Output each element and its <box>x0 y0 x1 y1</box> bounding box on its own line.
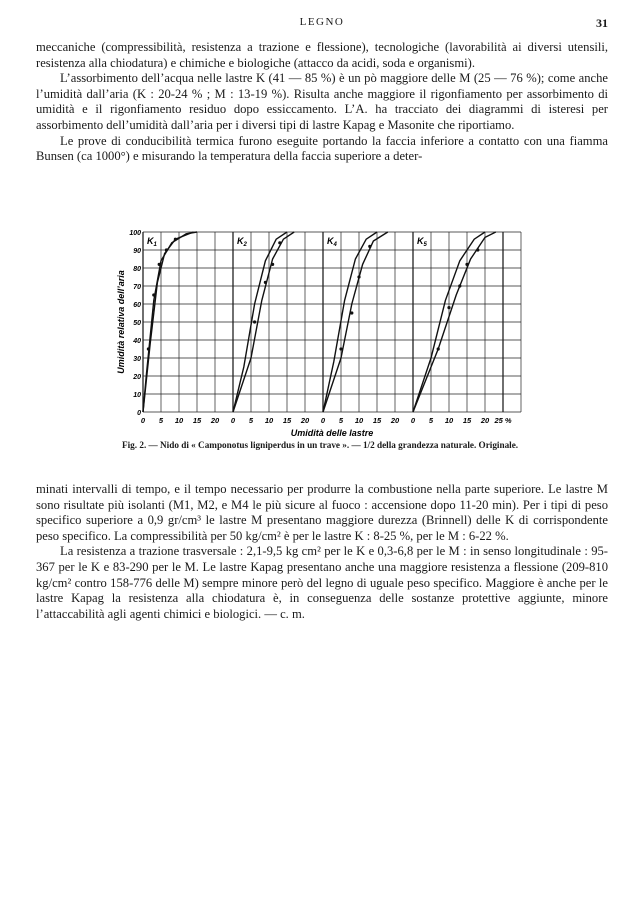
running-title: LEGNO <box>299 16 345 28</box>
figure-caption: Fig. 2. — Nido di « Camponotus ligniperdus in un trave ». — 1/2 della grandezza naturale. Originale. <box>122 440 519 450</box>
panel-label-sub-K5: 5 <box>423 242 427 248</box>
x-tick-label: 5 <box>158 416 164 425</box>
panel-label-sub-K1: 1 <box>153 242 157 248</box>
x-tick-label: 0 <box>410 416 416 425</box>
y-axis-label: Umidità relativa dell’aria <box>116 270 126 374</box>
panel-label-sub-K2: 2 <box>243 242 247 248</box>
y-tick-label: 80 <box>133 266 141 273</box>
data-point-K5 <box>465 263 468 266</box>
data-point-K5 <box>458 284 461 287</box>
paragraph-intro: meccaniche (compressibilità, resistenza a trazione e flessione), tecnologiche (lavorabilità ai diversi utensili, resistenza alla chiodatura) e chimiche e biologiche (attacco da acidi, soda e organismi). <box>36 40 608 70</box>
data-point-K2 <box>271 263 274 266</box>
y-tick-label: 0 <box>137 410 141 417</box>
x-tick-label: 5 <box>248 416 254 425</box>
page-number: 31 <box>596 16 608 30</box>
y-tick-label: 50 <box>133 320 141 327</box>
x-tick-label: 20 <box>210 416 220 425</box>
data-point-K4 <box>357 275 360 278</box>
x-tick-label: 10 <box>174 416 184 425</box>
y-tick-label: 20 <box>133 374 141 381</box>
x-tick-label: 10 <box>264 416 274 425</box>
body-text-top <box>36 40 608 165</box>
x-tick-label: 15 <box>282 416 292 425</box>
data-point-K4 <box>350 311 353 314</box>
data-point-K1 <box>147 347 150 350</box>
panel-label-sub-K4: 4 <box>333 242 337 248</box>
chart-labels <box>116 230 512 438</box>
data-point-K5 <box>447 306 450 309</box>
y-tick-label: 40 <box>133 338 141 345</box>
hysteresis-chart <box>108 222 528 444</box>
body-text-bottom <box>36 482 608 622</box>
panel-label-K1: $K_1$ <box>147 236 157 248</box>
x-tick-label: 10 <box>444 416 454 425</box>
data-point-K2 <box>278 241 281 244</box>
x-tick-label: 0 <box>320 416 326 425</box>
panel-label-K4: $K_4$ <box>327 236 337 248</box>
x-tick-label: 5 <box>338 416 344 425</box>
x-axis-label: Umidità delle lastre <box>290 428 374 438</box>
data-point-K2 <box>264 281 267 284</box>
x-tick-label: 10 <box>354 416 364 425</box>
running-head <box>36 16 608 36</box>
x-tick-label: 0 <box>230 416 236 425</box>
data-point-K1 <box>158 263 161 266</box>
x-tick-label: 5 <box>428 416 434 425</box>
panel-label-K5: $K_5$ <box>417 236 427 248</box>
y-tick-label: 100 <box>129 230 141 237</box>
y-tick-label: 90 <box>133 248 141 255</box>
x-tick-label: 15 <box>192 416 202 425</box>
x-tick-label: 20 <box>480 416 490 425</box>
x-tick-label: 15 <box>372 416 382 425</box>
panel-label-K2: $K_2$ <box>237 236 247 248</box>
data-point-K1 <box>174 238 177 241</box>
paragraph-resistance: La resistenza a trazione trasversale : 2,1-9,5 kg cm² per le K e 0,3-6,8 per le M : in senso longitudinale : 95-367 per le K e 83-290 per le M. Le lastre Kapag presentano anche una maggiore resistenza a flessione (209-810 kg/cm² contro 158-776 delle M) sempre minore però del legno di uguale peso specifico. Maggiore è anche per le lastre Kapag la resistenza alla chiodatura è, in conseguenza delle sostanze protettive aggiunte, minore l’attaccabilità agli agenti chimici e biologici. — c. m. <box>36 544 608 621</box>
paragraph-absorption: L’assorbimento dell’acqua nelle lastre K (41 — 85 %) è un pò maggiore delle M (25 — 76 %); come anche l’umidità dall’aria (K : 20-24 % ; M : 13-19 %). Risulta anche maggiore il rigonfiamento per assorbimento di umidità e il rigonfiamento residuo dopo essiccamento. L’A. ha tracciato dei diagrammi di isteresi per assorbimento dell’umidità dall’aria per i diversi tipi di lastre Kapag e Masonite che riportiamo. <box>36 71 608 132</box>
data-point-K1 <box>165 248 168 251</box>
x-tick-label: 20 <box>390 416 400 425</box>
data-point-K4 <box>368 245 371 248</box>
data-point-K5 <box>476 248 479 251</box>
x-tick-label: 25 % <box>494 416 512 425</box>
y-tick-label: 10 <box>133 392 141 399</box>
paragraph-combustion: minati intervalli di tempo, e il tempo necessario per produrre la combustione nella parte superiore. Le lastre M sono risultate più isolanti (M1, M2, e M4 le più sicure al fuoco : accensione dopo 11-20 min). Per i tipi di peso specifico superiore a 0,9 gr/cm³ le lastre M presentano maggiore durezza (Brinnell) delle K di corrispondente peso specifico. La compressibilità per 50 kg/cm² è per le lastre K : 8-25 %, per le M : 6-22 %. <box>36 482 608 543</box>
y-tick-label: 70 <box>133 284 141 291</box>
data-point-K5 <box>437 347 440 350</box>
y-tick-label: 30 <box>133 356 141 363</box>
paragraph-thermal: Le prove di conducibilità termica furono eseguite portando la faccia inferiore a contatto con una fiamma Bunsen (ca 1000°) e misurando la temperatura della faccia superiore a deter- <box>36 133 608 164</box>
data-point-K1 <box>152 293 155 296</box>
x-tick-label: 15 <box>462 416 472 425</box>
y-tick-label: 60 <box>133 302 141 309</box>
x-tick-label: 0 <box>140 416 146 425</box>
x-tick-label: 20 <box>300 416 310 425</box>
data-point-K2 <box>253 320 256 323</box>
data-point-K4 <box>339 347 342 350</box>
